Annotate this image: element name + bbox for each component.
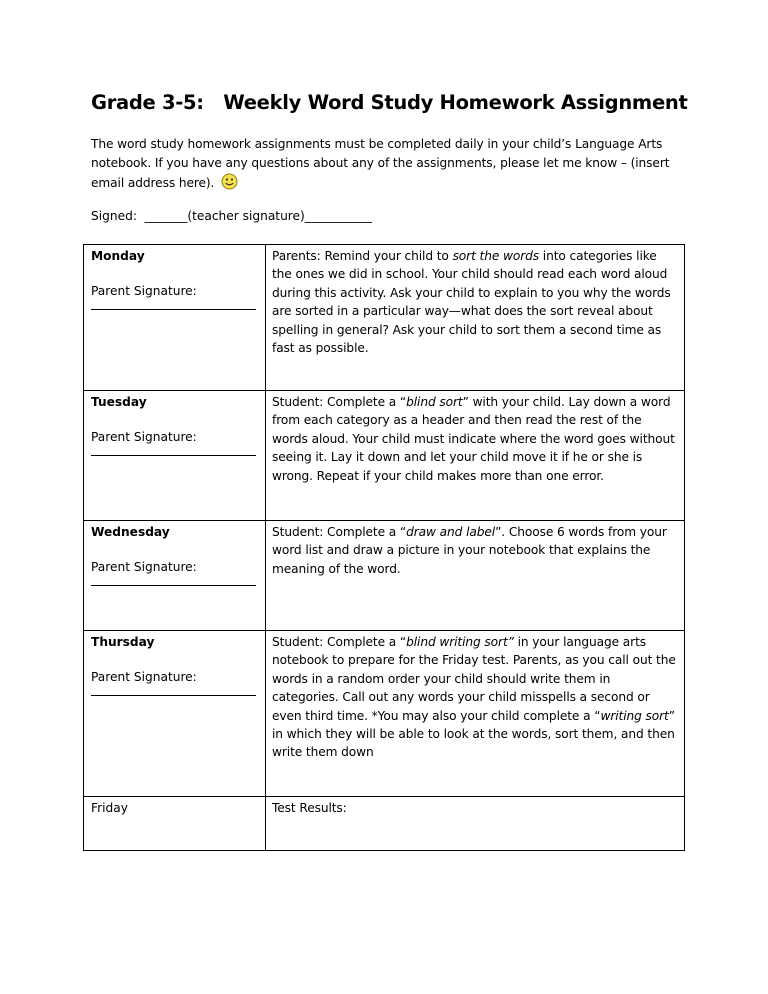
parent-signature-line[interactable] xyxy=(91,687,256,696)
day-label: Wednesday xyxy=(91,525,170,539)
instruction-segment: Test Results: xyxy=(272,801,347,815)
instruction-emphasis: blind sort xyxy=(406,395,463,409)
day-label: Friday xyxy=(91,801,128,815)
instruction-cell xyxy=(266,797,685,851)
intro-line-3: email address here). xyxy=(91,176,215,190)
instruction-segment: ” with your child. Lay down a word from each category as a header and then read the rest of the words aloud. Your child must indicate where the word goes without seeing it. Lay it down and let your child move it if he or she is wrong. Repeat if your child makes more than one error. xyxy=(272,395,675,483)
day-cell xyxy=(84,797,266,851)
instruction-text xyxy=(266,245,684,357)
instruction-segment: Parents: Remind your child to xyxy=(272,249,453,263)
intro-line-1: The word study homework assignments must be completed daily in your child’s Language Arts xyxy=(91,137,663,151)
instruction-text xyxy=(266,391,684,485)
day-cell xyxy=(84,521,266,631)
day-cell xyxy=(84,631,266,797)
assignment-row xyxy=(84,245,685,391)
smiley-face-icon xyxy=(221,173,238,196)
instruction-text xyxy=(266,521,684,578)
instruction-emphasis: blind writing sort” xyxy=(406,635,514,649)
intro-line-2: notebook. If you have any questions about any of the assignments, please let me know – (insert xyxy=(91,156,670,170)
instruction-emphasis: writing sort xyxy=(600,708,669,723)
instruction-text xyxy=(266,631,684,762)
signed-label: Signed: xyxy=(91,209,145,223)
parent-signature-line[interactable] xyxy=(91,447,256,456)
parent-signature-label: Parent Signature: xyxy=(91,284,197,299)
instruction-segment: ” in which they will be able to look at the words, sort them, and then write them down xyxy=(272,708,675,760)
assignment-row xyxy=(84,797,685,851)
instruction-cell xyxy=(266,391,685,521)
assignment-row xyxy=(84,521,685,631)
parent-signature-label: Parent Signature: xyxy=(91,670,197,685)
instruction-segment: Student: Complete a “ xyxy=(272,635,407,649)
instruction-segment: Student: Complete a “ xyxy=(272,525,407,539)
day-label: Tuesday xyxy=(91,395,147,409)
instruction-emphasis: sort the words xyxy=(452,249,540,263)
day-label: Monday xyxy=(91,249,145,263)
instruction-emphasis: draw and label xyxy=(406,525,496,539)
instruction-text xyxy=(266,797,684,817)
parent-signature-line[interactable] xyxy=(91,577,256,586)
parent-signature-label: Parent Signature: xyxy=(91,560,197,575)
assignment-row xyxy=(84,631,685,797)
parent-signature-line[interactable] xyxy=(91,301,256,310)
instruction-segment: in your language arts notebook to prepare for the Friday test. Parents, as you call out the words in a random order your child should write them in categories. Call out any words your child misspells a second or even third time. *You may also your child complete a “ xyxy=(272,635,676,723)
instruction-segment: Student: Complete a “ xyxy=(272,395,407,409)
instruction-segment: into categories like the ones we did in school. Your child should read each word aloud during this activity. Ask your child to explain to you why the words are sorted in a particular way—what does the sort reveal about spelling in general? Ask your child to sort them a second time as fast as possible. xyxy=(272,249,671,356)
parent-signature-label: Parent Signature: xyxy=(91,430,197,445)
day-label: Thursday xyxy=(91,635,155,649)
intro-paragraph xyxy=(91,135,691,196)
weekly-assignment-table xyxy=(83,244,685,851)
instruction-cell xyxy=(266,521,685,631)
day-cell xyxy=(84,391,266,521)
page-title: Grade 3-5: Weekly Word Study Homework Assignment xyxy=(91,91,688,114)
assignment-row xyxy=(84,391,685,521)
day-cell xyxy=(84,245,266,391)
teacher-signature-line xyxy=(91,209,372,223)
instruction-cell xyxy=(266,631,685,797)
instruction-segment: ”. Choose 6 words from your word list and draw a picture in your notebook that explains the meaning of the word. xyxy=(272,525,667,576)
signed-value: _______(teacher signature)___________ xyxy=(144,209,372,223)
instruction-cell xyxy=(266,245,685,391)
